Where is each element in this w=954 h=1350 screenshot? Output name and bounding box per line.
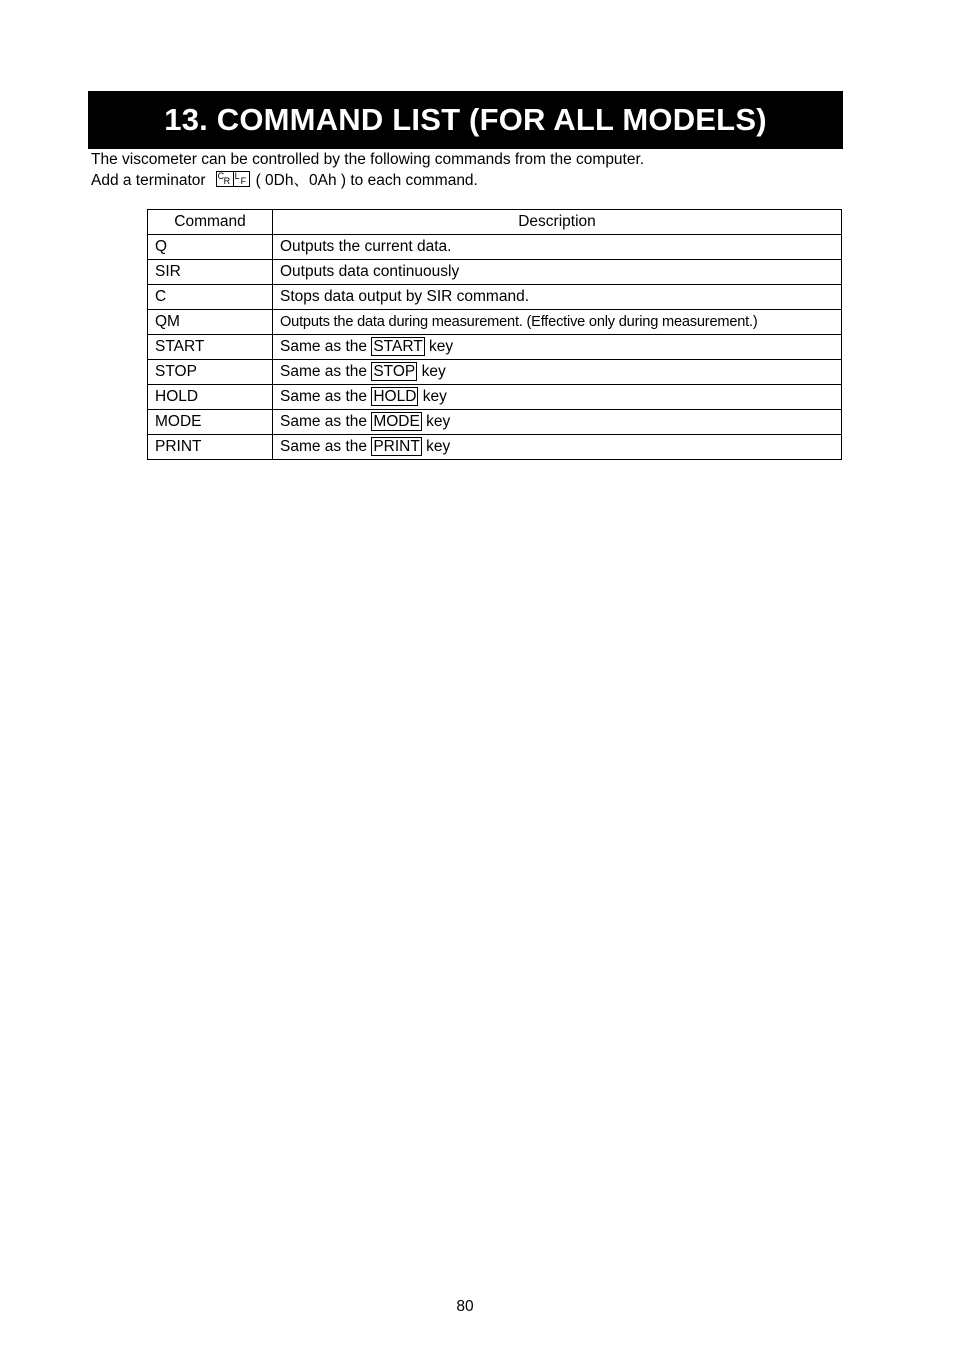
table-row xyxy=(148,360,842,385)
description-cell xyxy=(273,410,842,435)
description-suffix: key xyxy=(422,388,447,405)
table-row xyxy=(148,260,842,285)
command-cell: MODE xyxy=(148,410,273,435)
command-cell: SIR xyxy=(148,260,273,285)
command-cell: PRINT xyxy=(148,435,273,460)
table-row xyxy=(148,235,842,260)
header-command: Command xyxy=(148,210,273,235)
description-prefix: Same as the xyxy=(280,388,368,405)
header-description: Description xyxy=(273,210,842,235)
table-row xyxy=(148,410,842,435)
description-cell xyxy=(273,360,842,385)
table-row xyxy=(148,285,842,310)
description-cell: Stops data output by SIR command. xyxy=(273,285,842,310)
intro-line-1: The viscometer can be controlled by the following commands from the computer. xyxy=(91,151,645,168)
intro-line-2 xyxy=(91,170,644,191)
command-cell: HOLD xyxy=(148,385,273,410)
description-cell: Outputs data continuously xyxy=(273,260,842,285)
table-row xyxy=(148,435,842,460)
description-prefix: Same as the xyxy=(280,413,368,430)
page-title: 13. COMMAND LIST (FOR ALL MODELS) xyxy=(164,102,767,137)
intro-line-2-after: ( 0Dh、0Ah ) to each command. xyxy=(255,172,478,189)
table-row xyxy=(148,335,842,360)
table-header-row xyxy=(148,210,842,235)
section-title-bar xyxy=(88,91,843,149)
intro-line-2-before: Add a terminator xyxy=(91,172,206,189)
command-cell: Q xyxy=(148,235,273,260)
description-suffix: key xyxy=(429,338,454,355)
key-label-box: MODE xyxy=(373,413,420,430)
description-cell xyxy=(273,385,842,410)
key-label-box: PRINT xyxy=(373,438,420,455)
description-suffix: key xyxy=(421,363,446,380)
command-cell: STOP xyxy=(148,360,273,385)
table-row xyxy=(148,385,842,410)
command-cell: QM xyxy=(148,310,273,335)
description-cell xyxy=(273,435,842,460)
page-number: 80 xyxy=(456,1298,474,1315)
key-label-box: STOP xyxy=(373,363,416,380)
description-cell: Outputs the current data. xyxy=(273,235,842,260)
description-suffix: key xyxy=(426,413,451,430)
key-label-box: START xyxy=(373,338,423,355)
crlf-terminator-icon: C R L F xyxy=(216,171,250,187)
description-prefix: Same as the xyxy=(280,338,368,355)
command-table xyxy=(147,209,842,460)
description-suffix: key xyxy=(426,438,451,455)
description-prefix: Same as the xyxy=(280,438,368,455)
command-cell: C xyxy=(148,285,273,310)
description-cell: Outputs the data during measurement. (Effective only during measurement.) xyxy=(273,310,842,335)
intro-text xyxy=(91,149,644,191)
description-cell xyxy=(273,335,842,360)
key-label-box: HOLD xyxy=(373,388,417,405)
table-row xyxy=(148,310,842,335)
description-prefix: Same as the xyxy=(280,363,368,380)
command-cell: START xyxy=(148,335,273,360)
